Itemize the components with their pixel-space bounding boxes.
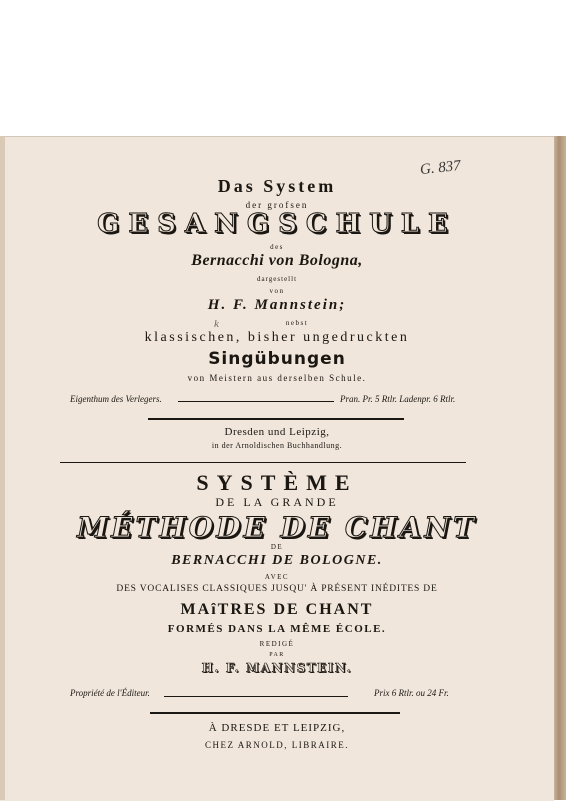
french-publisher: CHEZ ARNOLD, LIBRAIRE.: [205, 740, 349, 750]
german-nebst: nebst: [285, 319, 309, 327]
pencil-mark: k: [214, 318, 219, 330]
german-place: Dresden und Leipzig,: [224, 426, 330, 438]
german-publisher: in der Arnoldischen Buchhandlung.: [211, 441, 343, 450]
french-price: Prix 6 Rtlr. ou 24 Fr.: [374, 688, 449, 698]
french-de: DE: [270, 543, 284, 551]
french-maitres: MAîTRES DE CHANT: [180, 601, 374, 618]
french-bernacchi: BERNACCHI DE BOLOGNE.: [171, 553, 383, 568]
french-vocalises: DES VOCALISES CLASSIQUES JUSQU' À PRÉSENT INÉDITES DE: [116, 584, 438, 594]
french-avec: AVEC: [264, 573, 290, 581]
french-title-line1: SYSTÈME: [196, 470, 358, 495]
book-edge: [554, 136, 566, 800]
french-redige: REDIGÉ: [259, 640, 295, 648]
french-divider: [150, 712, 400, 714]
catalog-mark: G. 837: [419, 157, 462, 179]
german-line-des: des: [270, 243, 284, 251]
german-title-line1: Das System: [217, 176, 337, 196]
german-title-main: GESANGSCHULE: [97, 209, 457, 239]
german-price: Pran. Pr. 5 Rtlr. Ladenpr. 6 Rtlr.: [340, 394, 456, 404]
german-meistern: von Meistern aus derselben Schule.: [187, 373, 367, 383]
german-singubungen: Singübungen: [208, 349, 346, 369]
german-klassischen: klassischen, bisher ungedruckten: [144, 330, 410, 345]
french-place: À DRESDE ET LEIPZIG,: [208, 722, 346, 734]
section-divider: [60, 462, 466, 463]
german-title-line2: der grofsen: [245, 200, 309, 210]
french-par: PAR: [269, 652, 285, 658]
german-price-rule: [178, 401, 334, 402]
french-author: H. F. MANNSTEIN.: [201, 661, 353, 675]
german-divider: [148, 418, 404, 420]
german-von: von: [269, 287, 285, 295]
french-owner: Propriété de l'Éditeur.: [70, 688, 150, 698]
german-bernacchi: Bernacchi von Bologna,: [191, 252, 363, 269]
german-owner: Eigenthum des Verlegers.: [70, 394, 162, 404]
german-author: H. F. Mannstein;: [207, 297, 347, 313]
german-dargestellt: dargestellt: [256, 275, 298, 283]
french-title-main: MÉTHODE DE CHANT: [77, 511, 477, 544]
french-formes: FORMÉS DANS LA MÊME ÉCOLE.: [167, 623, 387, 635]
french-price-rule: [164, 696, 348, 697]
french-title-line2: DE LA GRANDE: [215, 495, 339, 509]
